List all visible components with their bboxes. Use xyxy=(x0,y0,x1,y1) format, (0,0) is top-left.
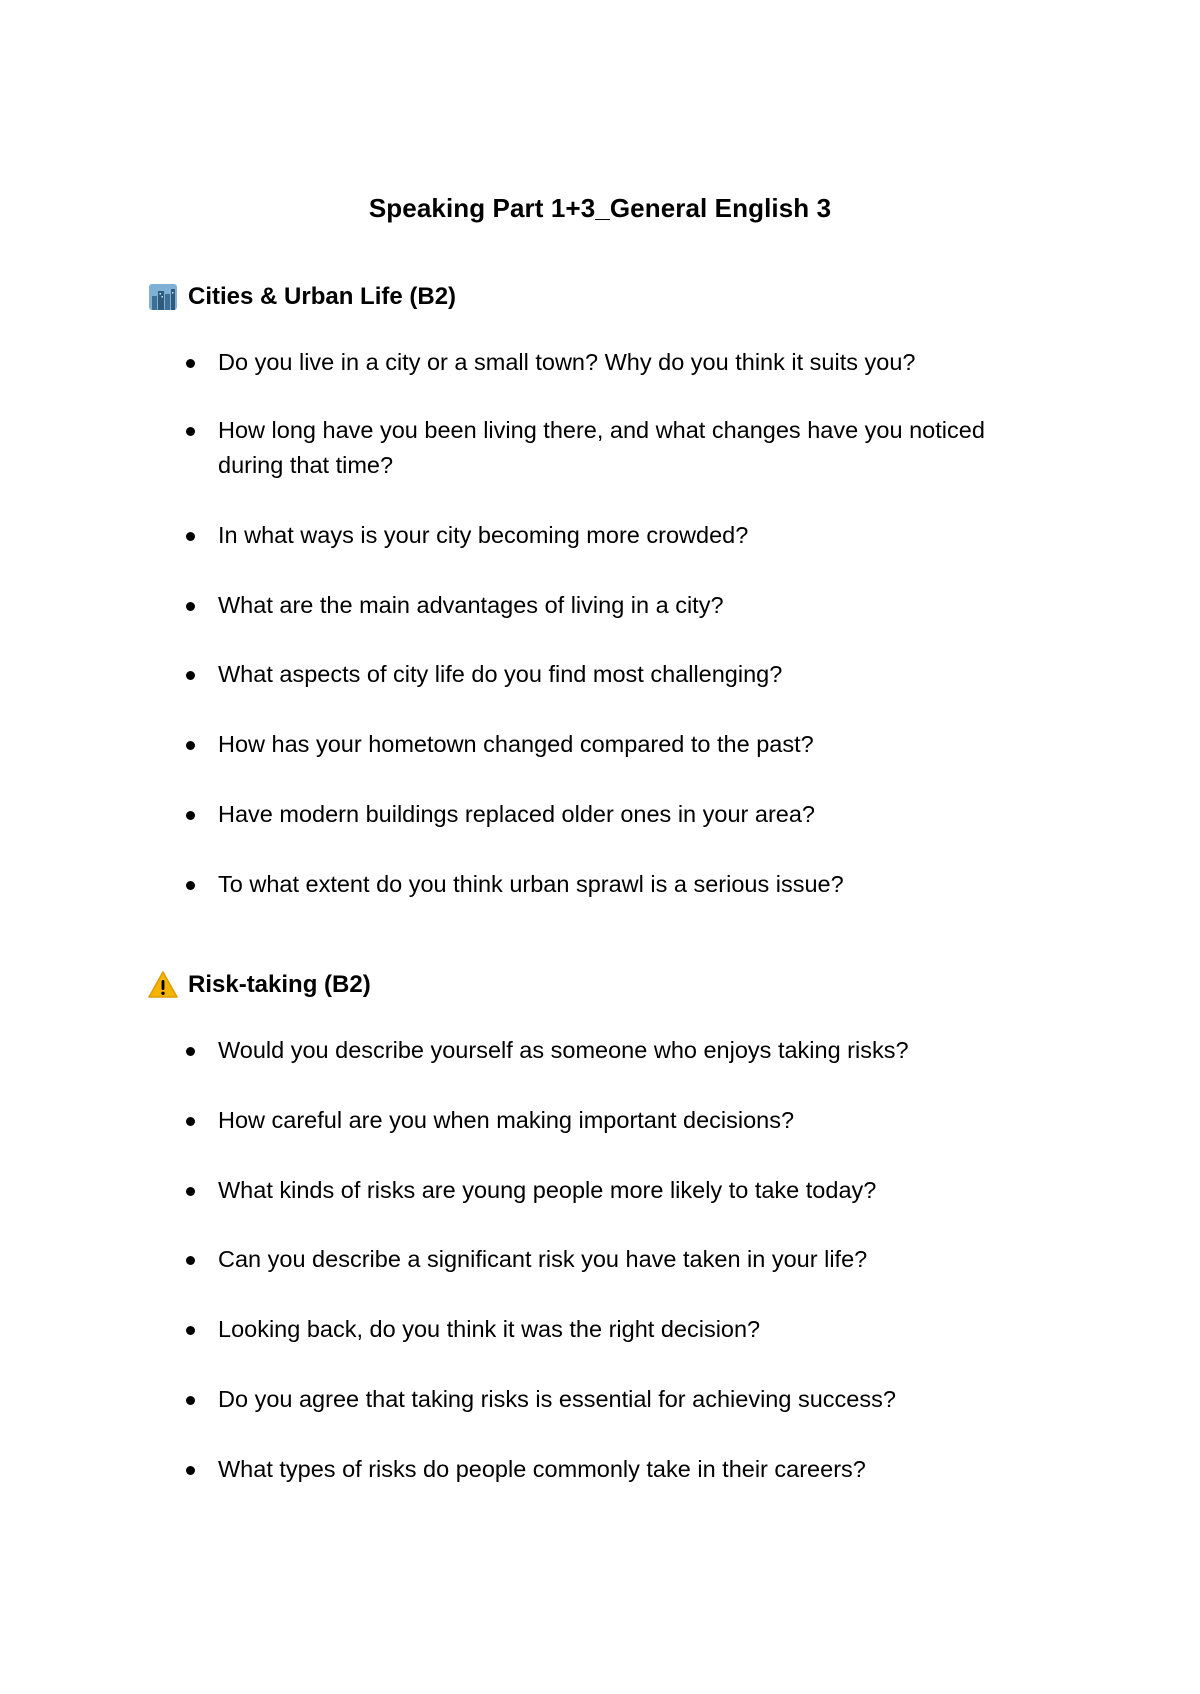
bullet xyxy=(186,741,195,750)
list-item: How careful are you when making important decisions? xyxy=(186,1103,1046,1138)
list-item: Can you describe a significant risk you have taken in your life? xyxy=(186,1242,1046,1277)
bullet xyxy=(186,811,195,820)
section-heading-text: Cities & Urban Life (B2) xyxy=(188,283,457,310)
list-item: To what extent do you think urban sprawl is a serious issue? xyxy=(186,867,1046,902)
bullet xyxy=(186,532,195,541)
list-item: In what ways is your city becoming more crowded? xyxy=(186,518,1046,553)
document-title: Speaking Part 1+3_General English 3 xyxy=(368,193,832,223)
list-item: How has your hometown changed compared to the past? xyxy=(186,727,1046,762)
bullet xyxy=(186,1117,195,1126)
bullet xyxy=(186,1326,195,1335)
bullet xyxy=(186,1396,195,1405)
bullet xyxy=(186,1466,195,1475)
list-item: Do you agree that taking risks is essential for achieving success? xyxy=(186,1382,1046,1417)
list-item: What are the main advantages of living in a city? xyxy=(186,588,1046,623)
list-item: Would you describe yourself as someone who enjoys taking risks? xyxy=(186,1033,1046,1068)
list-item: Looking back, do you think it was the right decision? xyxy=(186,1312,1046,1347)
list-item: What types of risks do people commonly take in their careers? xyxy=(186,1452,1046,1487)
bullet xyxy=(186,881,195,890)
warning-icon xyxy=(148,970,178,1000)
bullet xyxy=(186,671,195,680)
bullet xyxy=(186,1256,195,1265)
section-heading-cities xyxy=(148,282,456,312)
bullet xyxy=(186,427,195,436)
section-heading-risk-taking xyxy=(148,970,371,1000)
bullet xyxy=(186,359,195,368)
bullet xyxy=(186,602,195,611)
cityscape-icon xyxy=(148,282,178,312)
bullet xyxy=(186,1187,195,1196)
list-item: Have modern buildings replaced older ones in your area? xyxy=(186,797,1046,832)
section-heading-text: Risk-taking (B2) xyxy=(188,971,371,998)
list-item: What aspects of city life do you find most challenging? xyxy=(186,657,1046,692)
bullet xyxy=(186,1047,195,1056)
list-item: How long have you been living there, and what changes have you noticed during that time? xyxy=(186,413,1046,483)
list-item: Do you live in a city or a small town? Why do you think it suits you? xyxy=(186,345,1046,380)
list-item: What kinds of risks are young people more likely to take today? xyxy=(186,1173,1046,1208)
